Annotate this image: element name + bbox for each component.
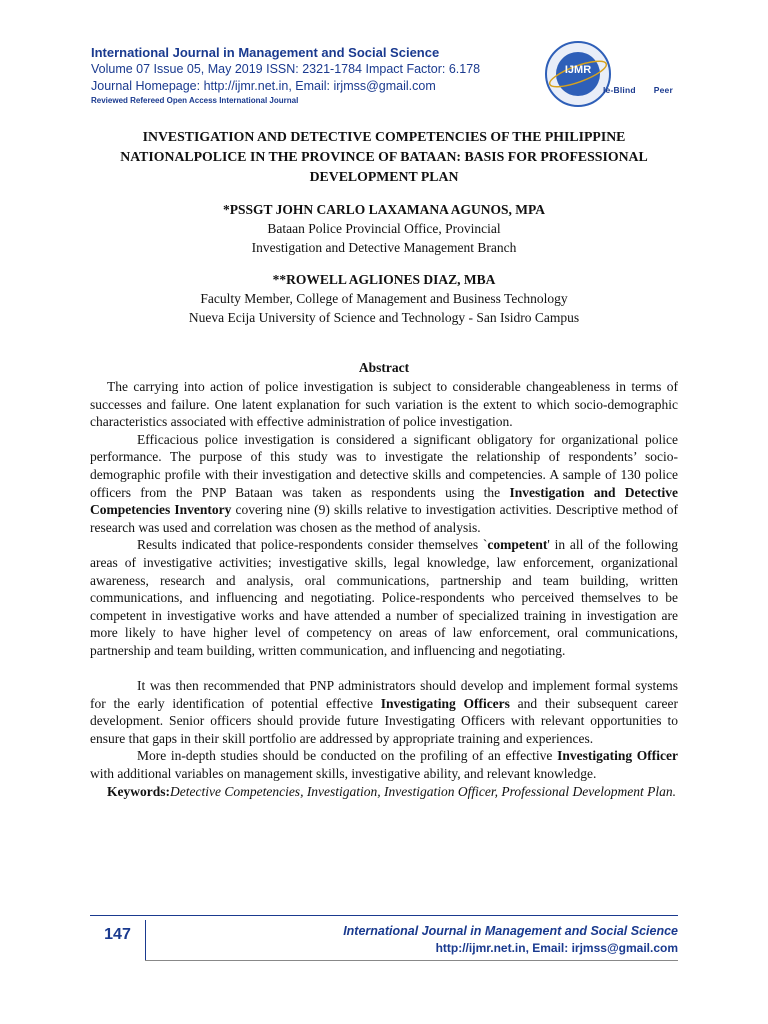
- abstract-paragraph-5: [90, 747, 678, 782]
- keywords-label: Keywords:: [107, 783, 170, 799]
- journal-name: International Journal in Management and Social Science: [91, 45, 440, 60]
- homepage-line: Journal Homepage: http://ijmr.net.in, Email: irjmss@gmail.com: [91, 79, 436, 93]
- volume-line: Volume 07 Issue 05, May 2019 ISSN: 2321-1784 Impact Factor: 6.178: [91, 62, 481, 76]
- author-affiliation-2b: Nueva Ecija University of Science and Technology - San Isidro Campus: [188, 310, 580, 325]
- p2-bold: Investigation and Detective Competencies Inventory: [90, 484, 679, 518]
- journal-header: [91, 44, 571, 107]
- abstract-paragraph-4: [90, 677, 678, 747]
- abstract-body: [90, 378, 678, 800]
- keywords: [90, 783, 678, 801]
- author-affiliation-2a: Faculty Member, College of Management and Business Technology: [200, 291, 568, 306]
- page-number: 147: [90, 920, 146, 960]
- author-affiliation-1b: Investigation and Detective Management Branch: [251, 240, 517, 255]
- author-name-2: **ROWELL AGLIONES DIAZ, MBA: [272, 272, 496, 287]
- abstract-paragraph-2: [90, 431, 678, 537]
- author-name-1: *PSSGT JOHN CARLO LAXAMANA AGUNOS, MPA: [222, 202, 546, 217]
- paragraph-spacer: [90, 660, 678, 678]
- p5-text-a: More in-depth studies should be conducted on the profiling of an effective: [137, 748, 558, 764]
- peer-review-label: [603, 85, 673, 95]
- abstract-heading: Abstract: [358, 360, 410, 375]
- author-affiliation-1a: Bataan Police Provincial Office, Provincial: [267, 221, 501, 236]
- p2-text-a: Efficacious police investigation is considered a significant obligatory for organizational police performance. The purpose of this study was to investigate the relationship of respondents’ socio-demographic profile with their investigation and detective skills and competencies. A sample of 130 police officers from the PNP Bataan was taken as respondents using the: [90, 431, 678, 500]
- abstract-paragraph-1: The carrying into action of police investigation is subject to considerable changeableness in terms of successes and failure. One latent explanation for such variation is the extent to which socio-demographic characteristics associated with effective administration of police investigation.: [90, 379, 678, 430]
- p2-text-c: covering nine (9) skills relative to investigation activities. Descriptive method of research was used and correlation was chosen as the method of analysis.: [90, 502, 679, 535]
- footer-rule: [90, 915, 678, 916]
- p3-text-a: Results indicated that police-respondents consider themselves `: [137, 537, 488, 553]
- review-line: Reviewed Refereed Open Access International Journal: [91, 96, 299, 105]
- abstract-paragraph-3: [90, 536, 678, 659]
- peer-text-a: le-Blind: [603, 85, 636, 95]
- p4-text-a: It was then recommended that PNP administrators should develop and implement formal systems for the early identification of potential effective: [90, 678, 678, 711]
- p4-bold: Investigating Officers: [380, 695, 510, 711]
- p4-text-c: and their subsequent career development. Senior officers should provide future Investigating Officers with relevant opportunities to ensure that gaps in their skill portfolio are addressed by appropriate training and experiences.: [90, 695, 679, 746]
- p5-text-c: with additional variables on management skills, investigative ability, and relevant knowledge.: [90, 766, 597, 782]
- keywords-list: Detective Competencies, Investigation, Investigation Officer, Professional Development Plan.: [170, 783, 676, 799]
- footer-underline: [145, 960, 678, 961]
- p3-text-c: ' in all of the following areas of investigative activities; investigative skills, legal knowledge, law enforcement, organizational awareness, research and analysis, oral communications, partnership and team building, written communications, and influencing and negotiating. Police-respondents who perceived themselves to be competent in investigative works and have attended a number of specialized training in investigation are more likely to have higher level of competency on areas of law enforcement, oral communications, partnership and team building, written communication, and influencing and negotiating.: [90, 537, 678, 658]
- author-block-1: [90, 200, 678, 257]
- footer-homepage: http://ijmr.net.in, Email: irjmss@gmail.com: [435, 941, 678, 955]
- p5-bold: Investigating Officer: [557, 748, 678, 764]
- author-block-2: [90, 270, 678, 327]
- ijmr-logo-icon: [544, 40, 612, 108]
- paper-title: INVESTIGATION AND DETECTIVE COMPETENCIES OF THE PHILIPPINE NATIONALPOLICE IN THE PROVINCE OF BATAAN: BASIS FOR PROFESSIONAL DEVELOPMENT PLAN: [120, 129, 648, 184]
- footer-journal: International Journal in Management and Social Science: [343, 924, 678, 938]
- p3-bold: competent: [487, 537, 548, 553]
- peer-text-b: Peer: [653, 85, 673, 95]
- logo-text: IJMR: [564, 64, 592, 76]
